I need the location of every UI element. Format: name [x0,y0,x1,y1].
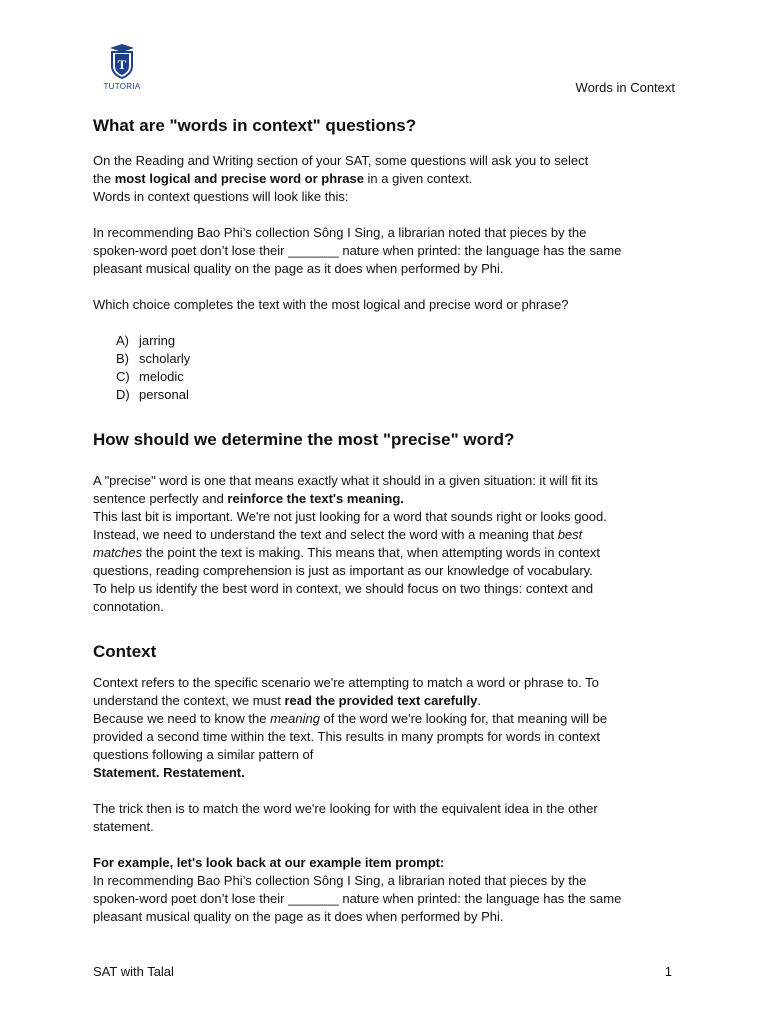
heading-precise-word: How should we determine the most "precise" word? [93,430,515,449]
svg-text:T: T [117,57,127,72]
example-prompt-line-3: pleasant musical quality on the page as it does when performed by Phi. [93,909,504,924]
intro-line-1: On the Reading and Writing section of your SAT, some questions will ask you to select [93,153,589,168]
precise-line-4: Instead, we need to understand the text and select the word with a meaning that best [93,527,583,542]
section-title: Words in Context [575,80,675,95]
choice-c: C) melodic [116,369,184,384]
question-text: Which choice completes the text with the most logical and precise word or phrase? [93,297,569,312]
context-line-8: statement. [93,819,154,834]
heading-context: Context [93,642,157,661]
example-prompt-line-2: spoken-word poet don’t lose their _______ nature when printed: the language has the same [93,891,622,906]
context-line-4: provided a second time within the text. This results in many prompts for words in context [93,729,600,744]
answer-choices [93,332,673,404]
context-line-3: Because we need to know the meaning of the word we're looking for, that meaning will be [93,711,608,726]
heading-what-are-wic: What are "words in context" questions? [93,116,417,135]
precise-line-6: questions, reading comprehension is just as important as our knowledge of vocabulary. [93,563,593,578]
context-line-6: Statement. Restatement. [93,765,245,780]
choice-a: A) jarring [116,333,176,348]
example-heading: For example, let's look back at our example item prompt: [93,855,445,870]
choice-d: D) personal [116,387,189,402]
precise-line-5: matches the point the text is making. This means that, when attempting words in context [93,545,601,560]
footer-author: SAT with Talal [93,964,174,979]
main-content [93,114,673,926]
prompt-line-1: In recommending Bao Phi’s collection Sông I Sing, a librarian noted that pieces by the [93,225,587,240]
intro-line-3: Words in context questions will look like this: [93,189,349,204]
precise-line-2: sentence perfectly and reinforce the text's meaning. [93,491,404,506]
prompt-line-2: spoken-word poet don’t lose their _______ nature when printed: the language has the same [93,243,622,258]
logo-text: TUTORIA [103,82,141,91]
precise-line-8: connotation. [93,599,164,614]
precise-line-3: This last bit is important. We're not just looking for a word that sounds right or looks good. [93,509,607,524]
shield-logo-icon [102,42,142,80]
choice-b: B) scholarly [116,351,191,366]
precise-line-1: A "precise" word is one that means exactly what it should in a given situation: it will fit its [93,473,598,488]
context-line-5: questions following a similar pattern of [93,747,314,762]
precise-line-7: To help us identify the best word in context, we should focus on two things: context and [93,581,594,596]
prompt-line-3: pleasant musical quality on the page as it does when performed by Phi. [93,261,504,276]
context-line-1: Context refers to the specific scenario we're attempting to match a word or phrase to. To [93,675,599,690]
page-number: 1 [664,964,672,979]
example-prompt-line-1: In recommending Bao Phi’s collection Sông I Sing, a librarian noted that pieces by the [93,873,587,888]
intro-line-2: the most logical and precise word or phrase in a given context. [93,171,473,186]
context-line-2: understand the context, we must read the provided text carefully. [93,693,482,708]
context-line-7: The trick then is to match the word we're looking for with the equivalent idea in the other [93,801,598,816]
tutoria-logo [100,42,144,91]
